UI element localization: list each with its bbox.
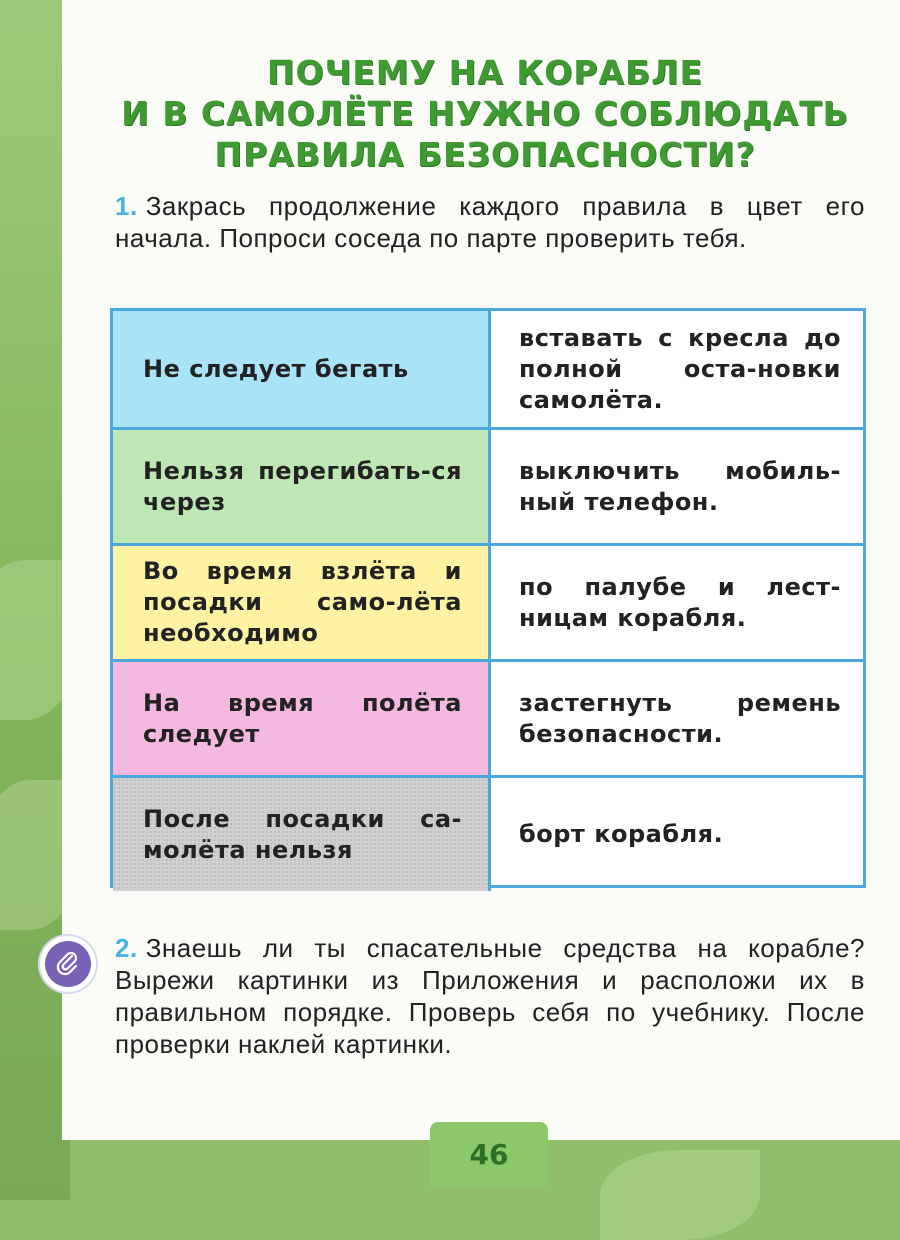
rule-end-text: по палубе и лест-ницам корабля.	[519, 572, 841, 632]
rule-end-text: выключить мобиль-ный телефон.	[519, 456, 841, 516]
rule-start-cell[interactable]	[113, 311, 491, 427]
rule-start-cell[interactable]	[113, 659, 491, 775]
title-line: И В САМОЛЁТЕ НУЖНО СОБЛЮДАТЬ	[121, 94, 849, 133]
task-2	[115, 932, 865, 1060]
table-row	[113, 311, 863, 427]
page-title	[100, 52, 870, 175]
background-leaf	[600, 1150, 760, 1240]
rule-end-cell[interactable]	[491, 311, 863, 427]
rule-end-text: борт корабля.	[519, 820, 724, 848]
rule-end-text: застегнуть ремень безопасности.	[519, 688, 841, 748]
rules-table	[110, 308, 866, 888]
rule-end-cell[interactable]	[491, 543, 863, 659]
table-row	[113, 543, 863, 659]
task-1	[115, 190, 865, 254]
task-text: Закрась продолжение каждого правила в цвет его начала. Попроси соседа по парте проверить тебя.	[115, 191, 865, 253]
rule-start-text: Нельзя перегибать-ся через	[143, 456, 462, 516]
rule-start-text: После посадки са-молёта нельзя	[143, 804, 462, 864]
page-number-tab	[430, 1122, 548, 1186]
task-number: 1.	[115, 191, 138, 221]
table-row	[113, 659, 863, 775]
title-line: ПОЧЕМУ НА КОРАБЛЕ	[266, 53, 704, 92]
table-row	[113, 775, 863, 891]
title-line: ПРАВИЛА БЕЗОПАСНОСТИ?	[214, 135, 756, 174]
rule-start-text: Во время взлёта и посадки само-лёта необходимо	[143, 557, 462, 647]
page-number: 46	[469, 1137, 509, 1171]
task-text: Знаешь ли ты спасательные средства на корабле? Вырежи картинки из Приложения и расположи их в правильном порядке. Проверь себя по учебнику. После проверки наклей картинки.	[115, 933, 865, 1059]
task-number: 2.	[115, 933, 138, 963]
rule-start-cell[interactable]	[113, 543, 491, 659]
paperclip-badge	[45, 941, 91, 987]
rule-start-text: На время полёта следует	[143, 688, 462, 748]
rule-start-cell[interactable]	[113, 775, 491, 891]
rule-end-text: вставать с кресла до полной оста-новки самолёта.	[519, 323, 841, 414]
rule-start-cell[interactable]	[113, 427, 491, 543]
paperclip-icon	[40, 936, 96, 992]
rule-start-text: Не следует бегать	[143, 354, 409, 383]
rule-end-cell[interactable]	[491, 775, 863, 891]
paperclip-icon-glyph	[53, 949, 83, 979]
table-row	[113, 427, 863, 543]
rule-end-cell[interactable]	[491, 659, 863, 775]
rule-end-cell[interactable]	[491, 427, 863, 543]
